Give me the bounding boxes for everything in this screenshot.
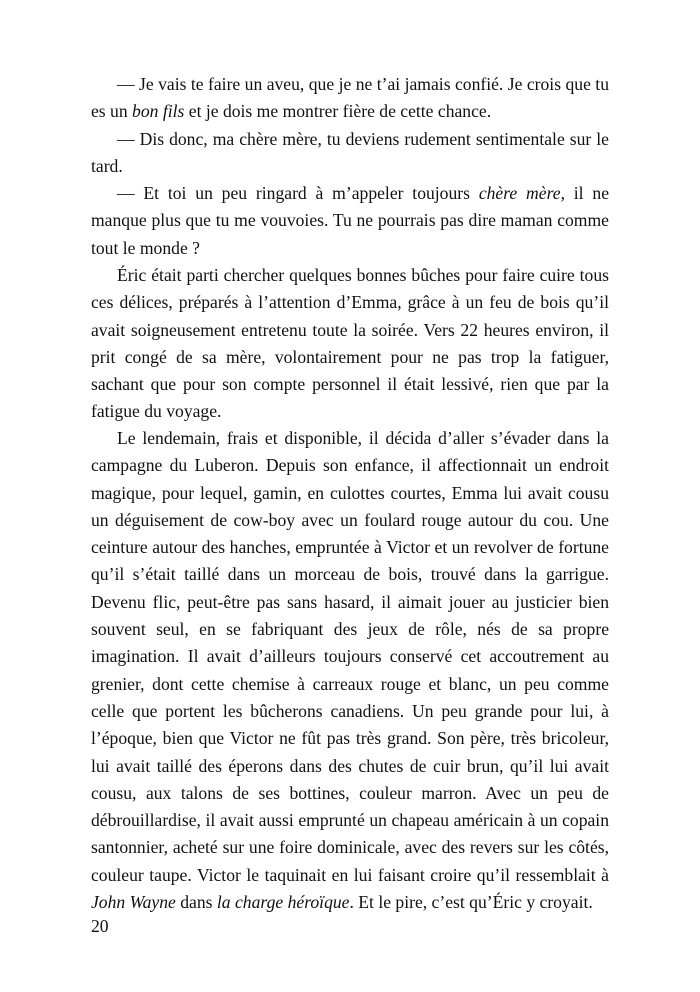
- dialogue-line-2: — Dis donc, ma chère mère, tu deviens rudement sentimentale sur le tard.: [91, 128, 609, 176]
- emphasis-chere-mere: chère mère,: [478, 183, 565, 204]
- page-number: 20: [91, 916, 109, 936]
- paragraph-3-part-a: Le lendemain, frais et disponible, il décida d’aller s’évader dans la campagne du Luberon. Depuis son enfance, il affectionnait un endroit magique, pour lequel, gamin, en culottes courtes, Emma lui avait cousu un déguisement de cow-boy avec un foulard rouge autour du cou. Une ceinture autour des hanches, empruntée à Victor et un revolver de fortune qu’il s’était taillé dans un morceau de bois, trouvé dans la garrigue. Devenu flic, peut-être pas sans hasard, il aimait jouer au justicier bien souvent seul, en se fabriquant des jeux de rôle, nés de sa propre imagination. Il avait d’ailleurs toujours conservé cet accoutrement au grenier, dont cette chemise à carreaux rouge et blanc, un peu comme celle que portent les bûcherons canadiens. Un peu grande pour lui, à l’époque, bien que Victor ne fût pas très grand. Son père, très bricoleur, lui avait taillé des éperons dans des chutes de cuir brun, qu’il lui avait cousu, aux talons de ses bottines, couleur marron. Avec un peu de débrouillardise, il avait aussi emprunté un chapeau américain à un copain santonnier, acheté sur une foire dominicale, avec des revers sur les côtés, couleur taupe. Victor le taquinait en lui faisant croire qu’il ressemblait à: [91, 428, 609, 885]
- paragraph-lendemain: [91, 425, 609, 916]
- emphasis-john-wayne: John Wayne: [91, 892, 176, 913]
- emphasis-charge-heroique: la charge héroïque: [216, 892, 350, 913]
- dialogue-line-1-part-b: et je dois me montrer fière de cette chance.: [184, 101, 492, 122]
- paragraph-3-part-c: . Et le pire, c’est qu’Éric y croyait.: [349, 892, 593, 913]
- emphasis-bon-fils: bon fils: [132, 101, 185, 122]
- dialogue-line-3-part-b: il ne manque plus que tu me vouvoies. Tu ne pourrais pas dire maman comme tout le monde ?: [91, 183, 609, 258]
- book-page: [91, 0, 609, 992]
- dialogue-line-1: [91, 71, 609, 126]
- narrative-paragraph-2: [91, 262, 609, 426]
- paragraph-eric-buches: Éric était parti chercher quelques bonnes bûches pour faire cuire tous ces délices, préparés à l’attention d’Emma, grâce à un feu de bois qu’il avait soigneusement entretenu toute la soirée. Vers 22 heures environ, il prit congé de sa mère, volontairement pour ne pas trop la fatiguer, sachant que pour son compte personnel il était lessivé, rien que par la fatigue du voyage.: [91, 265, 609, 422]
- narrative-paragraph-3: [91, 425, 609, 916]
- dialogue-line-1-part-a: — Je vais te faire un aveu, que je ne t’ai jamais confié. Je crois que tu es un: [91, 74, 609, 122]
- dialogue-line-3-part-a: — Et toi un peu ringard à m’appeler toujours: [117, 183, 479, 204]
- dialogue-section: [91, 71, 609, 262]
- dialogue-line-3: [91, 180, 609, 262]
- paragraph-3-part-b: dans: [175, 892, 217, 913]
